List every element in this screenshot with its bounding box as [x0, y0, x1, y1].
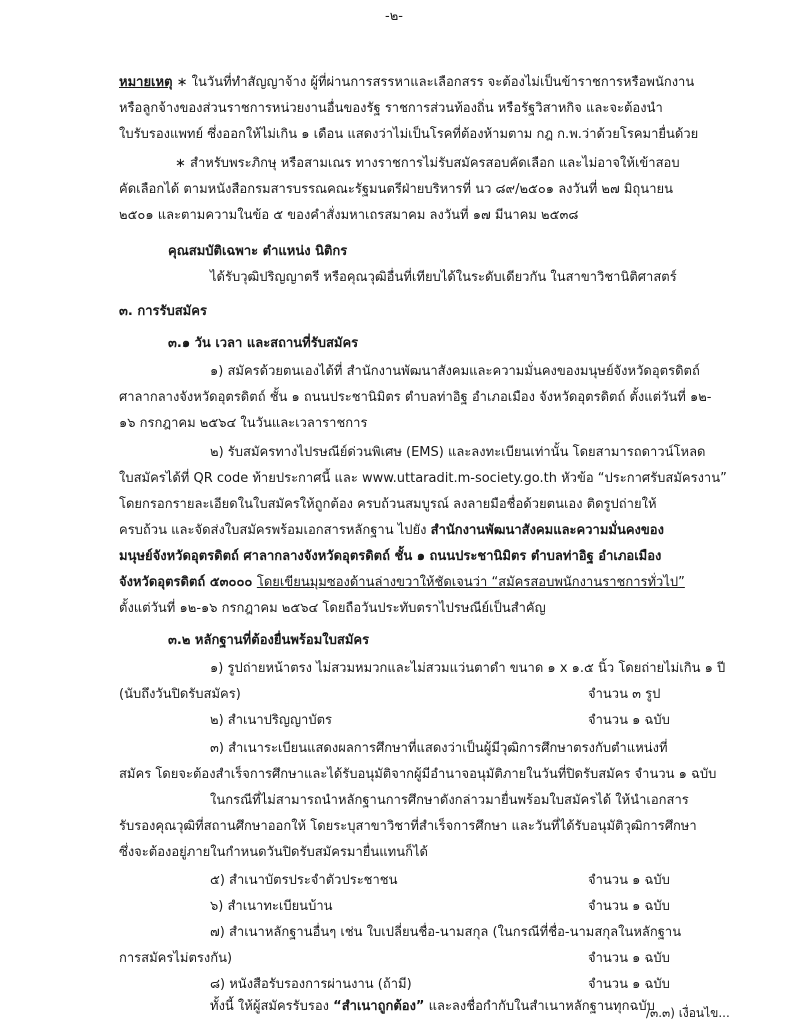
doc-3-line-2: สมัคร โดยจะต้องสำเร็จการศึกษาและได้รับอนุมัติจากผู้มีอำนาจอนุมัติภายในวันที่ปิดรับสมัคร จำนวน ๑ ฉบับ — [119, 767, 717, 782]
doc-3-line-1: ๓) สำเนาระเบียนแสดงผลการศึกษาที่แสดงว่าเป็นผู้มีวุฒิการศึกษาตรงกับตำแหน่งที่ — [210, 741, 668, 756]
remark-line-2: หรือลูกจ้างของส่วนราชการหน่วยงานอื่นของรัฐ ราชการส่วนท้องถิ่น หรือรัฐวิสาหกิจ และจะต้องนำ — [119, 101, 663, 116]
page-number: -๒- — [385, 9, 403, 24]
qualification-heading: คุณสมบัติเฉพาะ ตำแหน่ง นิติกร — [168, 244, 348, 259]
certify-copy-text-a: ทั้งนี้ ให้ผู้สมัครรับรอง — [210, 999, 334, 1014]
doc-2: ๒) สำเนาปริญญาบัตร — [210, 713, 333, 728]
doc-2-quantity: จำนวน ๑ ฉบับ — [588, 713, 670, 728]
doc-3-line-3: ในกรณีที่ไม่สามารถนำหลักฐานการศึกษาดังกล่าวมายื่นพร้อมใบสมัครได้ ให้นำเอกสาร — [210, 793, 689, 808]
apply-in-person-line-2: ศาลากลางจังหวัดอุตรดิตถ์ ชั้น ๑ ถนนประชานิมิตร ตำบลท่าอิฐ อำเภอเมือง จังหวัดอุตรดิตถ์ ตั้งแต่วันที่ ๑๒- — [119, 390, 712, 405]
doc-3-line-5: ซึ่งจะต้องอยู่ภายในกำหนดวันปิดรับสมัครมายื่นแทนก็ได้ — [119, 845, 428, 860]
office-address-bold: สำนักงานพัฒนาสังคมและความมั่นคงของ — [430, 523, 664, 538]
doc-7-line-1: ๗) สำเนาหลักฐานอื่นๆ เช่น ใบเปลี่ยนชื่อ-นามสกุล (ในกรณีที่ชื่อ-นามสกุลในหลักฐาน — [210, 925, 682, 940]
remark-line-5: คัดเลือกได้ ตามหนังสือกรมสารบรรณคณะรัฐมนตรีฝ่ายบริหารที่ นว ๘๙/๒๕๐๑ ลงวันที่ ๒๗ มิถุนายน — [119, 182, 673, 197]
remark-line-4: ∗ สำหรับพระภิกษุ หรือสามเณร ทางราชการไม่รับสมัครสอบคัดเลือก และไม่อาจให้เข้าสอบ — [175, 156, 680, 171]
doc-7-line-2: การสมัครไม่ตรงกัน) — [119, 951, 233, 966]
certify-copy-text-c: และลงชื่อกำกับในสำเนาหลักฐานทุกฉบับ — [424, 999, 655, 1014]
doc-7-quantity: จำนวน ๑ ฉบับ — [588, 951, 670, 966]
remark-text-1: ∗ ในวันที่ทำสัญญาจ้าง ผู้ที่ผ่านการสรรหาและเลือกสรร จะต้องไม่เป็นข้าราชการหรือพนักงาน — [176, 75, 695, 90]
apply-by-post-line-7: ตั้งแต่วันที่ ๑๒-๑๖ กรกฎาคม ๒๕๖๔ โดยถือวันประทับตราไปรษณีย์เป็นสำคัญ — [119, 601, 546, 616]
apply-in-person-line-1: ๑) สมัครด้วยตนเองได้ที่ สำนักงานพัฒนาสังคมและความมั่นคงของมนุษย์จังหวัดอุตรดิตถ์ — [210, 364, 700, 379]
remark-line-3: ใบรับรองแพทย์ ซึ่งออกให้ไม่เกิน ๑ เดือน แสดงว่าไม่เป็นโรคที่ต้องห้ามตาม กฎ ก.พ.ว่าด้วยโรคมายื่นด้วย — [119, 127, 699, 142]
doc-8-quantity: จำนวน ๑ ฉบับ — [588, 977, 670, 992]
doc-3-line-4: รับรองคุณวุฒิที่สถานศึกษาออกให้ โดยระบุสาขาวิชาที่สำเร็จการศึกษา และวันที่ได้รับอนุมัติวุฒิการศึกษา — [119, 819, 697, 834]
doc-6-quantity: จำนวน ๑ ฉบับ — [588, 899, 670, 914]
province-postcode: จังหวัดอุตรดิตถ์ ๕๓๐๐๐ — [119, 575, 257, 590]
apply-by-post-line-6 — [119, 574, 685, 592]
doc-5-quantity: จำนวน ๑ ฉบับ — [588, 873, 670, 888]
apply-by-post-line-1: ๒) รับสมัครทางไปรษณีย์ด่วนพิเศษ (EMS) และลงทะเบียนเท่านั้น โดยสามารถดาวน์โหลด — [210, 445, 706, 460]
section-3-heading: ๓. การรับสมัคร — [119, 304, 207, 319]
qualification-text: ได้รับวุฒิปริญญาตรี หรือคุณวุฒิอื่นที่เทียบได้ในระดับเดียวกัน ในสาขาวิชานิติศาสตร์ — [210, 270, 677, 285]
continue-marker: /๓.๓) เงื่อนไข... — [646, 1006, 730, 1020]
doc-1-line-2: (นับถึงวันปิดรับสมัคร) — [119, 687, 241, 702]
certify-copy-note — [210, 998, 655, 1016]
remark-line-1 — [119, 74, 694, 92]
section-3-1-heading: ๓.๑ วัน เวลา และสถานที่รับสมัคร — [168, 336, 359, 351]
remark-label: หมายเหตุ — [119, 75, 173, 90]
remark-line-6: ๒๕๐๑ และตามความในข้อ ๕ ของคำสั่งมหาเถรสมาคม ลงวันที่ ๑๗ มีนาคม ๒๕๓๘ — [119, 208, 579, 223]
certify-copy-phrase: “สำเนาถูกต้อง” — [333, 999, 425, 1014]
apply-by-post-line-3: โดยกรอกรายละเอียดในใบสมัครให้ถูกต้อง ครบถ้วนสมบูรณ์ ลงลายมือชื่อด้วยตนเอง ติดรูปถ่ายให้ — [119, 497, 657, 512]
apply-by-post-line-5: มนุษย์จังหวัดอุตรดิตถ์ ศาลากลางจังหวัดอุตรดิตถ์ ชั้น ๑ ถนนประชานิมิตร ตำบลท่าอิฐ อำเภอเมือง — [119, 549, 662, 564]
envelope-instruction: โดยเขียนมุมซองด้านล่างขวาให้ชัดเจนว่า “สมัครสอบพนักงานราชการทั่วไป” — [256, 575, 685, 590]
doc-6: ๖) สำเนาทะเบียนบ้าน — [210, 899, 333, 914]
doc-1-line-1: ๑) รูปถ่ายหน้าตรง ไม่สวมหมวกและไม่สวมแว่นตาดำ ขนาด ๑ x ๑.๕ นิ้ว โดยถ่ายไม่เกิน ๑ ปี — [210, 661, 726, 676]
apply-by-post-line-4-text: ครบถ้วน และจัดส่งใบสมัครพร้อมเอกสารหลักฐาน ไปยัง — [119, 523, 431, 538]
apply-in-person-line-3: ๑๖ กรกฎาคม ๒๕๖๔ ในวันและเวลาราชการ — [119, 416, 368, 431]
apply-by-post-line-4 — [119, 522, 664, 540]
section-3-2-heading: ๓.๒ หลักฐานที่ต้องยื่นพร้อมใบสมัคร — [168, 633, 370, 648]
apply-by-post-line-2: ใบสมัครได้ที่ QR code ท้ายประกาศนี้ และ www.uttaradit.m-society.go.th หัวข้อ “ประกาศรับสมัครงาน” — [119, 471, 727, 486]
doc-1-quantity: จำนวน ๓ รูป — [588, 687, 661, 702]
doc-5: ๕) สำเนาบัตรประจำตัวประชาชน — [210, 873, 398, 888]
doc-8: ๘) หนังสือรับรองการผ่านงาน (ถ้ามี) — [210, 977, 412, 992]
